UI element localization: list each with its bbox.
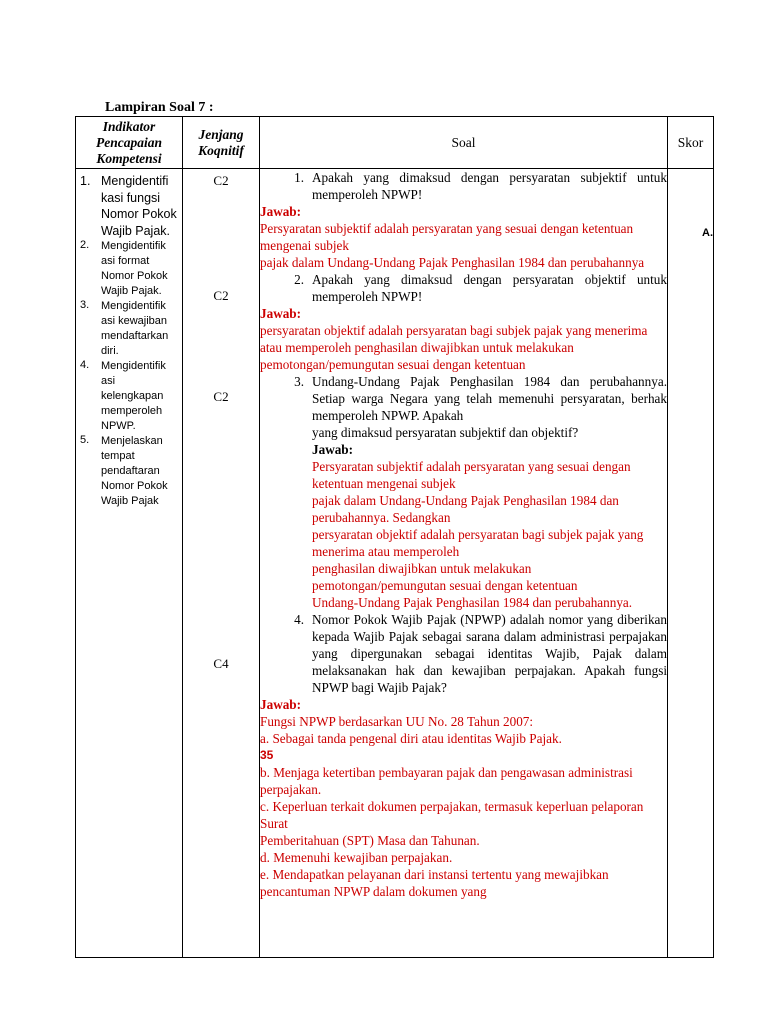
indicator-item (80, 299, 180, 359)
jawab-label: Jawab: (260, 697, 302, 712)
indicator-text: Mengidentifik asi kewajiban mendaftarkan diri. (101, 300, 169, 357)
indicator-item (80, 359, 180, 434)
answer-4-line: d. Memenuhi kewajiban perpajakan. (260, 850, 453, 865)
answer-3-line: Undang-Undang Pajak Penghasilan 1984 dan perubahannya. (312, 595, 633, 610)
question-text: Apakah yang dimaksud dengan persyaratan subjektif untuk memperoleh NPWP! (312, 170, 667, 202)
answer-4-line: c. Keperluan terkait dokumen perpajakan, termasuk keperluan pelaporan Surat (260, 799, 644, 831)
jawab-label: Jawab: (260, 204, 302, 219)
skor-cell (668, 169, 714, 958)
page-caption: Lampiran Soal 7 : (105, 100, 214, 115)
question-table (75, 116, 714, 958)
indicator-item (80, 239, 180, 299)
header-soal: Soal (260, 117, 668, 169)
question-3 (260, 373, 667, 424)
indicator-text: Menjelaskan tempat pendaftaran Nomor Pokok Wajib Pajak (101, 435, 168, 507)
jawab-label: Jawab: (260, 306, 302, 321)
indicator-text: Mengidentifik asi format Nomor Pokok Wajib Pajak. (101, 240, 168, 297)
header-row (76, 117, 714, 169)
indicator-text: Mengidentifi kasi fungsi Nomor Pokok Wajib Pajak. (101, 174, 177, 238)
question-num: 4. (294, 612, 304, 627)
answer-4-line: a. Sebagai tanda pengenal diri atau identitas Wajib Pajak. (260, 731, 562, 746)
question-2 (260, 271, 667, 305)
indicator-num: 4. (80, 359, 90, 371)
level-value: C4 (213, 656, 229, 671)
answer-1-line: Persyaratan subjektif adalah persyaratan yang sesuai dengan ketentuan mengenai subjek (260, 221, 634, 253)
question-num: 3. (294, 374, 304, 389)
answer-4-line: Pemberitahuan (SPT) Masa dan Tahunan. (260, 833, 480, 848)
skor-value: A. (702, 227, 713, 239)
indicator-item (80, 434, 180, 509)
page-number: 35 (260, 748, 274, 762)
jawab-label: Jawab: (312, 442, 354, 457)
indicator-num: 1. (80, 174, 91, 188)
question-num: 2. (294, 272, 304, 287)
level-value: C2 (213, 173, 229, 188)
question-text: Undang-Undang Pajak Penghasilan 1984 dan perubahannya. Setiap warga Negara yang telah memenuhi persyaratan, berhak memperoleh NPWP. Apakah (312, 374, 667, 423)
answer-4-line: Fungsi NPWP berdasarkan UU No. 28 Tahun 2007: (260, 714, 534, 729)
answer-3-line: penghasilan diwajibkan untuk melakukan pemotongan/pemungutan sesuai dengan ketentuan (312, 561, 578, 593)
level-cell (183, 169, 260, 958)
indicator-item (80, 173, 180, 239)
level-value: C2 (213, 288, 229, 303)
indicator-num: 2. (80, 239, 90, 251)
answer-4-line: e. Mendapatkan pelayanan dari instansi tertentu yang mewajibkan pencantuman NPWP dalam dokumen yang (260, 867, 609, 899)
answer-3-line: persyaratan objektif adalah persyaratan bagi subjek pajak yang menerima atau memperoleh (312, 527, 644, 559)
answer-3-line: pajak dalam Undang-Undang Pajak Penghasilan 1984 dan perubahannya. Sedangkan (312, 493, 619, 525)
indicator-text: Mengidentifik asi kelengkapan memperoleh NPWP. (101, 360, 166, 432)
soal-cell (260, 169, 668, 958)
question-3-continued: yang dimaksud persyaratan subjektif dan objektif? (312, 425, 579, 440)
answer-1-line: pajak dalam Undang-Undang Pajak Penghasilan 1984 dan perubahannya (260, 255, 645, 270)
answer-4-line: b. Menjaga ketertiban pembayaran pajak dan pengawasan administrasi perpajakan. (260, 765, 633, 797)
answer-2-text: persyaratan objektif adalah persyaratan bagi subjek pajak yang menerima atau memperoleh penghasilan diwajibkan untuk melakukan pemotongan/pemungutan sesuai dengan ketentuan (260, 323, 648, 372)
header-jenjang: Jenjang Koqnitif (183, 117, 260, 169)
level-value: C2 (213, 389, 229, 404)
answer-3-line: Persyaratan subjektif adalah persyaratan yang sesuai dengan ketentuan mengenai subjek (312, 459, 631, 491)
question-text: Apakah yang dimaksud dengan persyaratan objektif untuk memperoleh NPWP! (312, 272, 667, 304)
header-indikator: Indikator Pencapaian Kompetensi (76, 117, 183, 169)
question-1 (260, 169, 667, 203)
question-num: 1. (294, 170, 304, 185)
header-skor: Skor (668, 117, 714, 169)
body-row (76, 169, 714, 958)
indicator-num: 3. (80, 299, 90, 311)
question-4 (260, 611, 667, 696)
indicator-num: 5. (80, 434, 90, 446)
indicator-cell (76, 169, 183, 958)
question-text: Nomor Pokok Wajib Pajak (NPWP) adalah nomor yang diberikan kepada Wajib Pajak sebagai sarana dalam administrasi perpajakan yang dipergunakan sebagai identitas Wajib, Pajak dalam melaksanakan hak dan kewajiban perpajakan. Apakah fungsi NPWP bagi Wajib Pajak? (312, 612, 667, 695)
